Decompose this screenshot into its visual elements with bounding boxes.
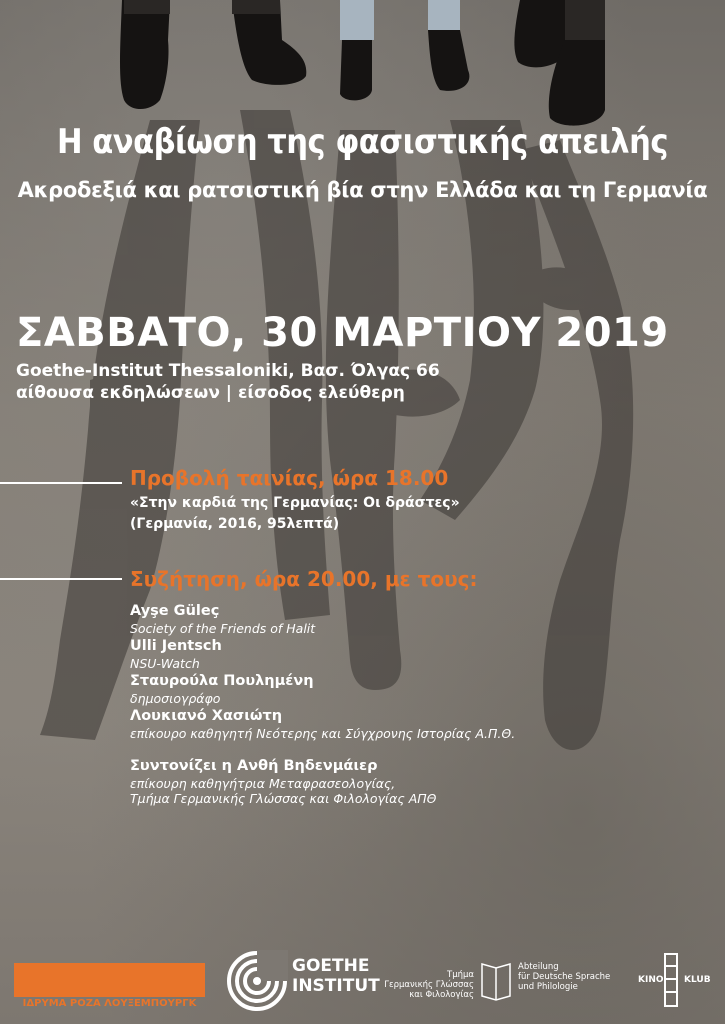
abteilung-logo-text: Abteilung für Deutsche Sprache und Philologie: [518, 962, 611, 992]
speaker-role: NSU-Watch: [130, 656, 200, 671]
speaker-name: Ayşe Güleç: [130, 603, 220, 619]
rosa-luxemburg-logo: [14, 963, 205, 997]
film-info: (Γερμανία, 2016, 95λεπτά): [130, 516, 340, 532]
shadow-figures: [40, 110, 633, 750]
venue-details: αίθουσα εκδηλώσεων | είσοδος ελεύθερη: [16, 383, 405, 403]
discussion-heading: Συζήτηση, ώρα 20.00, με τους:: [130, 567, 478, 591]
venue-address: Goethe-Institut Thessaloniki, Βασ. Όλγας 66: [16, 361, 440, 381]
speaker-name: Ulli Jentsch: [130, 638, 222, 654]
speaker-name: Σταυρούλα Πουλημένη: [130, 673, 314, 689]
film-strip-icon: [660, 952, 682, 1008]
speaker-name: Λουκιανό Χασιώτη: [130, 708, 283, 724]
event-date: ΣΑΒΒΑΤΟ, 30 ΜΑΡΤΙΟΥ 2019: [16, 310, 669, 356]
speaker-role: δημοσιογράφο: [130, 691, 221, 706]
film-title: «Στην καρδιά της Γερμανίας: Οι δράστες»: [130, 495, 460, 511]
goethe-institut-logo-text: GOETHE INSTITUT: [292, 956, 380, 996]
kino-klub-logo-text-right: KLUB: [684, 975, 711, 985]
poster-title: Η αναβίωση της φασιστικής απειλής: [56, 122, 669, 162]
divider-discussion: [0, 578, 122, 580]
moderator-name: Συντονίζει η Ανθή Βηδενμάιερ: [130, 758, 378, 774]
moderator-department: Τμήμα Γερμανικής Γλώσσας και Φιλολογίας ΑΠΘ: [130, 791, 437, 806]
kino-klub-logo-text-left: KINO: [638, 975, 664, 985]
auth-book-icon: [478, 958, 514, 1002]
auth-german-dept-logo-text: Τμήμα Γερμανικής Γλώσσας και Φιλολογίας: [384, 970, 474, 1000]
moderator-role: επίκουρη καθηγήτρια Μεταφρασεολογίας,: [130, 776, 396, 791]
poster-subtitle: Ακροδεξιά και ρατσιστική βία στην Ελλάδα και τη Γερμανία: [17, 178, 708, 202]
divider-screening: [0, 482, 122, 484]
goethe-institut-logo-icon: [226, 950, 288, 1012]
screening-heading: Προβολή ταινίας, ώρα 18.00: [130, 466, 449, 490]
rosa-luxemburg-logo-text: ΙΔΡΥΜΑ ΡΟΖΑ ΛΟΥΞΕΜΠΟΥΡΓΚ: [22, 998, 197, 1009]
speaker-role: Society of the Friends of Halit: [130, 621, 316, 636]
speaker-role: επίκουρο καθηγητή Νεότερης και Σύγχρονης Ιστορίας Α.Π.Θ.: [130, 726, 516, 741]
